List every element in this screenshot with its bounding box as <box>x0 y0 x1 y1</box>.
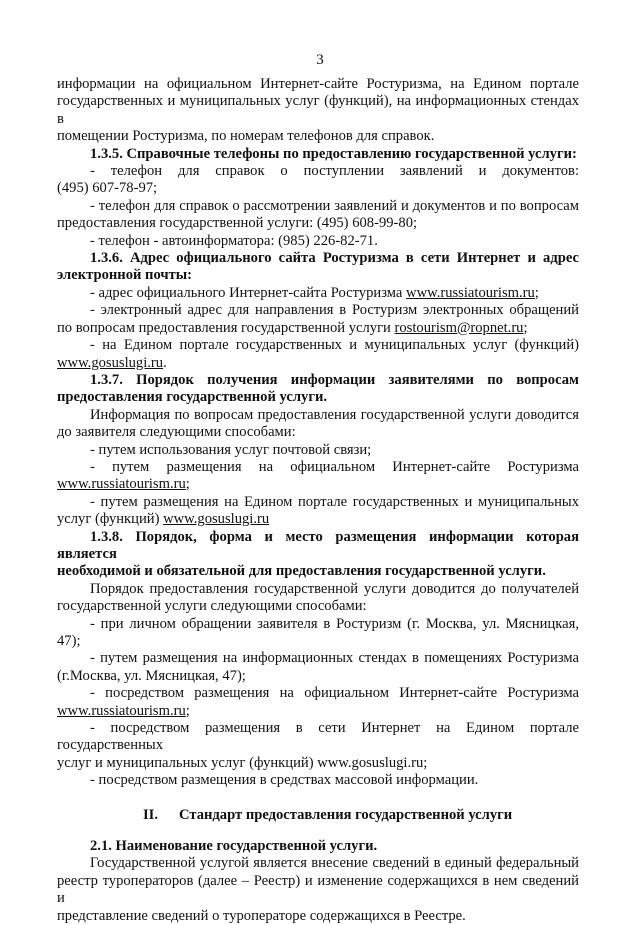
text-line: - посредством размещения в средствах массовой информации. <box>90 772 479 789</box>
text-line: реестр туроператоров (далее – Реестр) и изменение содержащихся в нем сведений и <box>57 872 579 907</box>
gosuslugi-link[interactable]: www.gosuslugi.ru <box>163 511 270 528</box>
text-line: - на Едином портале государственных и муниципальных услуг (функций) <box>90 337 579 354</box>
text-line: - путем размещения на официальном Интернет-сайте Ростуризма <box>90 458 579 475</box>
text-span: . <box>163 354 167 371</box>
section-number: II. <box>143 806 159 823</box>
text-line <box>57 320 579 337</box>
text-line: - при личном обращении заявителя в Ростуризм (г. Москва, ул. Мясницкая, 47); <box>57 615 579 649</box>
text-line: представление сведений о туроператоре содержащихся в Реестре. <box>57 907 466 924</box>
text-line <box>57 355 579 372</box>
russiatourism-link[interactable]: www.russiatourism.ru <box>57 702 186 719</box>
text-line: предоставления государственной услуги: (495) 608-99-80; <box>57 215 418 232</box>
text-line: - путем размещения на Едином портале государственных и муниципальных <box>90 493 579 510</box>
document-body <box>57 76 579 925</box>
text-line: - телефон для справок о рассмотрении заявлений и документов и по вопросам <box>90 197 579 214</box>
heading-1-3-5: 1.3.5. Справочные телефоны по предоставлению государственной услуги: <box>90 145 577 162</box>
text-line <box>57 703 579 720</box>
text-line: (г.Москва, ул. Мясницкая, 47); <box>57 667 246 684</box>
heading-1-3-8-cont: необходимой и обязательной для предоставления государственной услуги. <box>57 563 546 580</box>
text-line: государственной услуги следующими способами: <box>57 598 367 615</box>
heading-1-3-8: 1.3.8. Порядок, форма и место размещения информации которая является <box>57 528 579 562</box>
heading-1-3-6: 1.3.6. Адрес официального сайта Ростуризма в сети Интернет и адрес <box>90 250 579 267</box>
heading-1-3-6-cont: электронной почты: <box>57 267 193 284</box>
spacer <box>57 824 579 838</box>
text-line: информации на официальном Интернет-сайте Ростуризма, на Едином портале <box>57 76 579 92</box>
text-line <box>57 476 579 493</box>
text-span: - адрес официального Интернет-сайта Ростуризма <box>90 284 407 301</box>
russiatourism-link[interactable]: www.russiatourism.ru <box>406 284 535 301</box>
text-line: - посредством размещения в сети Интернет на Едином портале государственных <box>57 720 579 754</box>
section-title: Стандарт предоставления государственной услуги <box>179 806 513 823</box>
gosuslugi-link[interactable]: www.gosuslugi.ru <box>57 354 164 371</box>
heading-1-3-7: 1.3.7. Порядок получения информации заявителями по вопросам <box>90 371 579 388</box>
russiatourism-link[interactable]: www.russiatourism.ru <box>57 476 186 493</box>
section-2-heading <box>57 807 579 824</box>
text-span: по вопросам предоставления государственной услуги <box>57 319 395 336</box>
text-line: - телефон - автоинформатора: (985) 226-82-71. <box>90 232 378 249</box>
text-span: ; <box>523 319 528 336</box>
text-line: государственных и муниципальных услуг (функций), на информационных стендах в <box>57 93 579 127</box>
text-line: (495) 607-78-97; <box>57 180 158 197</box>
email-link[interactable]: rostourism@ropnet.ru <box>394 319 524 336</box>
heading-1-3-7-cont: предоставления государственной услуги. <box>57 389 328 406</box>
page-number: 3 <box>316 52 324 68</box>
text-line: Порядок предоставления государственной услуги доводится до получателей <box>90 580 579 597</box>
text-line: до заявителя следующими способами: <box>57 424 296 441</box>
heading-2-1: 2.1. Наименование государственной услуги. <box>90 838 378 855</box>
text-line: - телефон для справок о поступлении заявлений и документов: <box>90 163 579 180</box>
text-span: ; <box>185 476 190 493</box>
text-line: - электронный адрес для направления в Ростуризм электронных обращений <box>90 302 579 319</box>
text-line: - путем размещения на информационных стендах в помещениях Ростуризма <box>90 650 579 667</box>
text-line <box>57 511 579 528</box>
text-line: помещении Ростуризма, по номерам телефонов для справок. <box>57 128 435 145</box>
text-line: - путем использования услуг почтовой связи; <box>90 441 372 458</box>
text-line: Государственной услугой является внесение сведений в единый федеральный <box>90 855 579 872</box>
text-span: услуг (функций) <box>57 511 164 528</box>
text-line: услуг и муниципальных услуг (функций) www.gosuslugi.ru; <box>57 754 428 771</box>
text-line <box>57 285 579 302</box>
spacer <box>57 790 579 807</box>
text-span: ; <box>534 284 539 301</box>
text-line: - посредством размещения на официальном Интернет-сайте Ростуризма <box>90 685 579 702</box>
text-line: Информация по вопросам предоставления государственной услуги доводится <box>90 406 579 423</box>
text-span: ; <box>185 702 190 719</box>
